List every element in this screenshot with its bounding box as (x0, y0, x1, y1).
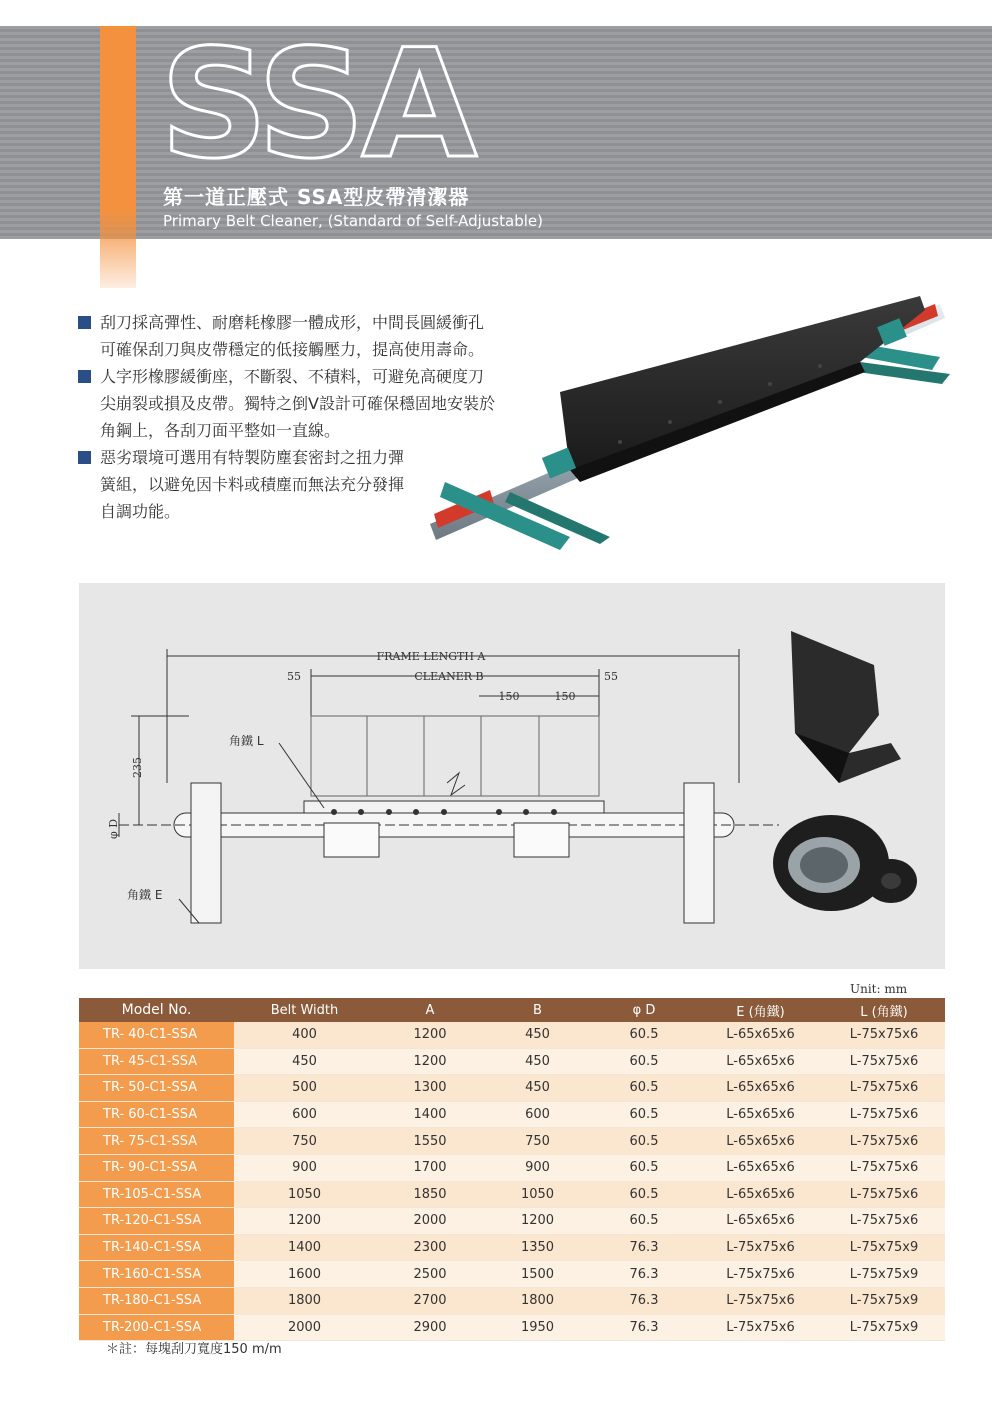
blade-photo (791, 631, 901, 783)
dim-55-left: 55 (287, 670, 301, 683)
table-cell: L-75x75x6 (823, 1022, 945, 1048)
table-cell: TR-200-C1-SSA (79, 1314, 234, 1341)
table-cell: TR- 50-C1-SSA (79, 1075, 234, 1102)
bullet-square-icon (78, 316, 91, 329)
table-row (79, 1208, 945, 1235)
table-cell: L-75x75x6 (698, 1314, 823, 1341)
bullet-square-icon (78, 451, 91, 464)
feature-line: 尖崩裂或損及皮帶。獨特之倒V設計可確保穩固地安裝於 (100, 394, 495, 413)
table-cell: 1050 (485, 1181, 590, 1208)
table-cell: 60.5 (590, 1208, 698, 1235)
table-cell: L-75x75x6 (823, 1101, 945, 1128)
dim-frame-length: FRAME LENGTH A (376, 650, 486, 663)
table-cell: L-75x75x9 (823, 1234, 945, 1261)
table-cell: 1200 (375, 1048, 485, 1075)
technical-drawing-panel (79, 583, 945, 969)
table-cell: TR-105-C1-SSA (79, 1181, 234, 1208)
table-cell: TR- 90-C1-SSA (79, 1154, 234, 1181)
table-cell: L-65x65x6 (698, 1048, 823, 1075)
table-row (79, 1075, 945, 1102)
table-cell: 1400 (234, 1234, 375, 1261)
table-cell: 750 (485, 1128, 590, 1155)
table-cell: 400 (234, 1022, 375, 1048)
feature-line: 可確保刮刀與皮帶穩定的低接觸壓力，提高使用壽命。 (100, 340, 485, 359)
table-cell: L-65x65x6 (698, 1101, 823, 1128)
table-cell: 1800 (485, 1287, 590, 1314)
table-cell: L-75x75x6 (823, 1154, 945, 1181)
bullet-square-icon (78, 370, 91, 383)
table-cell: L-65x65x6 (698, 1181, 823, 1208)
table-cell: 1500 (485, 1261, 590, 1288)
dim-235: 235 (131, 757, 144, 778)
feature-line: 自調功能。 (100, 502, 181, 521)
table-cell: 2000 (234, 1314, 375, 1341)
table-cell: 76.3 (590, 1314, 698, 1341)
table-cell: 1700 (375, 1154, 485, 1181)
table-cell: 450 (485, 1075, 590, 1102)
page-title: SSA (160, 18, 474, 192)
table-cell: 60.5 (590, 1075, 698, 1102)
table-cell: 1950 (485, 1314, 590, 1341)
feature-line: 惡劣環境可選用有特製防塵套密封之扭力彈 (100, 448, 405, 467)
table-cell: 2900 (375, 1314, 485, 1341)
feature-line: 人字形橡膠緩衝座，不斷裂、不積料，可避免高硬度刀 (100, 367, 485, 386)
table-cell: 450 (485, 1022, 590, 1048)
table-cell: 60.5 (590, 1022, 698, 1048)
table-cell: 750 (234, 1128, 375, 1155)
header-band (0, 18, 992, 239)
table-cell: L-75x75x6 (823, 1181, 945, 1208)
col-a: A (375, 998, 485, 1022)
table-cell: L-75x75x6 (823, 1128, 945, 1155)
table-cell: L-75x75x6 (698, 1234, 823, 1261)
table-cell: TR-140-C1-SSA (79, 1234, 234, 1261)
dim-phi-d: φ D (107, 818, 120, 839)
table-cell: L-65x65x6 (698, 1128, 823, 1155)
table-cell: 2000 (375, 1208, 485, 1235)
table-cell: 1050 (234, 1181, 375, 1208)
table-row (79, 1181, 945, 1208)
dim-150-a: 150 (498, 690, 520, 703)
title-chinese: 第一道正壓式 SSA型皮帶清潔器 (163, 185, 470, 209)
title-english: Primary Belt Cleaner, (Standard of Self-Adjustable) (163, 212, 543, 230)
table-cell: 1200 (375, 1022, 485, 1048)
table-row (79, 1101, 945, 1128)
spring-unit-photo (773, 815, 917, 911)
table-cell: 2500 (375, 1261, 485, 1288)
table-cell: 76.3 (590, 1261, 698, 1288)
table-row (79, 1128, 945, 1155)
table-cell: 60.5 (590, 1128, 698, 1155)
table-cell: 1550 (375, 1128, 485, 1155)
table-cell: 1200 (485, 1208, 590, 1235)
table-cell: 1350 (485, 1234, 590, 1261)
table-cell: L-65x65x6 (698, 1075, 823, 1102)
label-angle-l: 角鐵 L (229, 734, 264, 748)
dim-cleaner: CLEANER B (414, 670, 484, 683)
table-cell: 600 (234, 1101, 375, 1128)
table-cell: 60.5 (590, 1154, 698, 1181)
table-cell: L-75x75x6 (823, 1208, 945, 1235)
feature-line: 簧組，以避免因卡料或積塵而無法充分發揮 (100, 475, 405, 494)
table-cell: 1600 (234, 1261, 375, 1288)
table-cell: L-75x75x6 (698, 1287, 823, 1314)
table-cell: 450 (485, 1048, 590, 1075)
table-cell: L-65x65x6 (698, 1154, 823, 1181)
table-cell: 1400 (375, 1101, 485, 1128)
spec-table (79, 998, 945, 1341)
col-belt-width: Belt Width (234, 998, 375, 1022)
table-cell: 2300 (375, 1234, 485, 1261)
col-b: B (485, 998, 590, 1022)
table-cell: 900 (485, 1154, 590, 1181)
dim-55-right: 55 (604, 670, 618, 683)
technical-drawing (79, 583, 945, 969)
table-cell: 900 (234, 1154, 375, 1181)
table-cell: TR-180-C1-SSA (79, 1287, 234, 1314)
table-cell: L-65x65x6 (698, 1208, 823, 1235)
table-cell: 1300 (375, 1075, 485, 1102)
table-cell: TR- 40-C1-SSA (79, 1022, 234, 1048)
table-row (79, 1154, 945, 1181)
table-cell: L-75x75x6 (823, 1075, 945, 1102)
table-cell: 450 (234, 1048, 375, 1075)
table-cell: 1800 (234, 1287, 375, 1314)
col-l: L (角鐵) (823, 998, 945, 1022)
footnote: ＊註：每塊刮刀寬度150 m/m (106, 1342, 282, 1357)
table-cell: 76.3 (590, 1287, 698, 1314)
table-cell: 60.5 (590, 1181, 698, 1208)
table-cell: L-75x75x6 (698, 1261, 823, 1288)
table-row (79, 1048, 945, 1075)
table-cell: 60.5 (590, 1048, 698, 1075)
table-header-row (79, 998, 945, 1022)
feature-line: 刮刀採高彈性、耐磨耗橡膠一體成形，中間長圓緩衝孔 (100, 313, 485, 332)
unit-label: Unit: mm (850, 982, 908, 996)
table-cell: 600 (485, 1101, 590, 1128)
table-cell: L-75x75x9 (823, 1314, 945, 1341)
label-angle-e: 角鐵 E (127, 888, 163, 902)
table-cell: 500 (234, 1075, 375, 1102)
table-cell: TR- 45-C1-SSA (79, 1048, 234, 1075)
table-cell: TR- 75-C1-SSA (79, 1128, 234, 1155)
table-cell: L-75x75x9 (823, 1261, 945, 1288)
col-model: Model No. (79, 998, 234, 1022)
feature-line: 角鋼上，各刮刀面平整如一直線。 (100, 421, 341, 440)
table-cell: TR-120-C1-SSA (79, 1208, 234, 1235)
table-row (79, 1314, 945, 1341)
table-row (79, 1022, 945, 1048)
orange-accent-bar (100, 26, 136, 288)
table-row (79, 1287, 945, 1314)
table-row (79, 1261, 945, 1288)
table-row (79, 1234, 945, 1261)
table-cell: L-75x75x6 (823, 1048, 945, 1075)
table-cell: 1200 (234, 1208, 375, 1235)
table-cell: TR-160-C1-SSA (79, 1261, 234, 1288)
col-e: E (角鐵) (698, 998, 823, 1022)
col-phi-d: φ D (590, 998, 698, 1022)
table-cell: TR- 60-C1-SSA (79, 1101, 234, 1128)
table-cell: 76.3 (590, 1234, 698, 1261)
dim-150-b: 150 (554, 690, 576, 703)
product-photo (420, 292, 950, 567)
table-cell: 1850 (375, 1181, 485, 1208)
table-cell: L-65x65x6 (698, 1022, 823, 1048)
table-cell: 2700 (375, 1287, 485, 1314)
table-cell: L-75x75x9 (823, 1287, 945, 1314)
table-cell: 60.5 (590, 1101, 698, 1128)
